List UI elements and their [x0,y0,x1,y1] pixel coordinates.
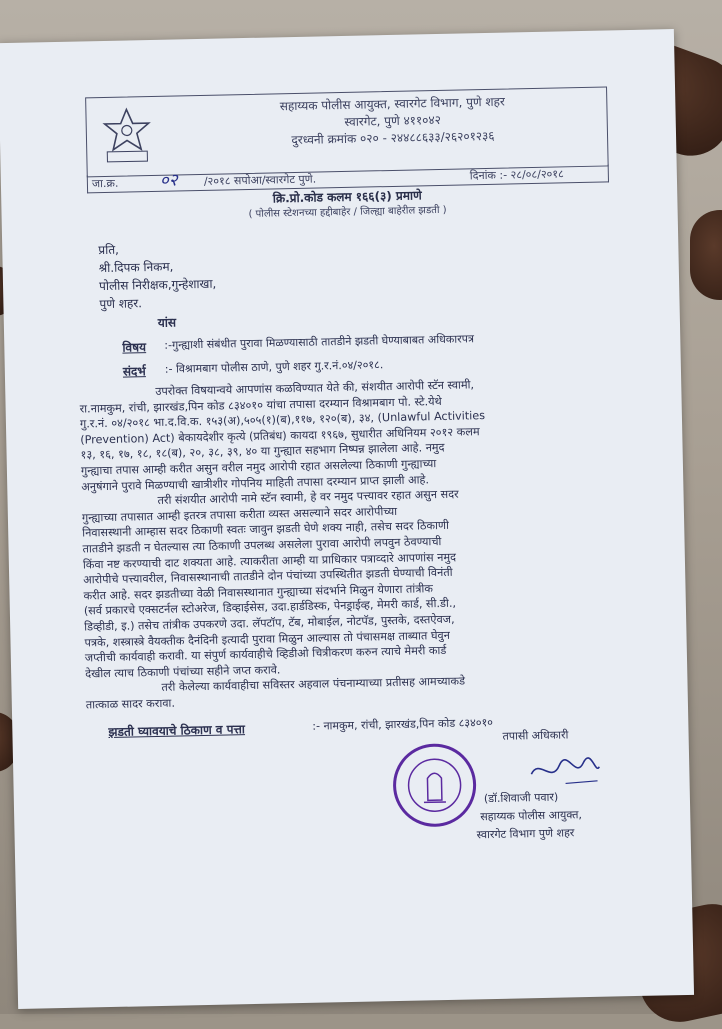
ref-label: जा.क्र. [92,176,119,192]
police-emblem-logo [90,103,163,170]
place-label: झडती घ्यावयाचे ठिकाण व पत्ता [108,720,245,740]
body-line: गुन्ह्याच्या तपासात आम्ही इतरत्र तपासा करीता व्यस्त असल्याने सदर आरोपीच्या [82,499,630,525]
body-line: उपरोक्त विषयान्वये आपणांस कळविण्यात येते की, संशयीत आरोपी स्टॅन स्वामी, [155,374,627,399]
body-line: किंवा नष्ट करण्याची दाट शक्यता आहे. त्याकरीता आम्ही या प्राधिकार पत्राव्दारे आपणांस नमुद [83,546,631,572]
hand-right [690,210,722,300]
body-line: गु.र.नं. ०४/२०१८ भा.द.वि.क. १५३(अ),५०५(१)(ब),११७, १२०(ब), ३४, (Unlawful Activities [80,405,628,431]
to-post: पोलीस निरीक्षक,गुन्हेशाखा, [99,275,217,294]
body-line: डिव्हीडी, इ.) तसेच तांत्रीक उपकरणे उदा. लॅपटॉप, टॅब, मोबाईल, नोटपॅड, पुस्तके, दस्तऐवज, [84,608,632,634]
body-line: रा.नामकुम, रांची, झारखंड,पिन कोड ८३४०१० यांचा तपासा दरम्यान विश्रामबाग पो. स्टे.येथे [79,390,627,416]
body-line: (Prevention) Act) बेकायदेशीर कृत्ये (प्रतिबंध) कायदा १९६७, सुधारीत अधिनियम २०१२ कलम [80,421,628,447]
body-line: गुन्ह्याचा तपास आम्ही करीत असुन वरील नमुद आरोपी रहात असलेल्या ठिकाणी गुन्ह्याच्या [81,452,629,478]
office-phone-line: दुरध्वनी क्रमांक ०२० - २४४८८६३३/२६२०१२३६ [183,126,603,152]
body-line: आरोपीचे पत्त्यावरील, निवासस्थानाची तातडीने दोन पंचांच्या उपस्थितीत झडती घेण्याची विनंती [83,561,631,587]
letter-date: दिनांक :- २८/०८/२०१८ [470,166,564,183]
body-line: तात्काळ सादर करावा. [86,686,634,712]
signatory-name: (डॉ.शिवाजी पवार) [484,790,559,807]
body-line: करीत आहे. सदर झडतीच्या वेळी निवासस्थानात गुन्ह्याच्या संदर्भाने मिळुन येणारा तांत्रीक [83,577,631,603]
to-yans: यांस [158,314,177,331]
signatory-title: सहाय्यक पोलीस आयुक्त, [480,807,582,824]
body-line: अनुषंगाने पुरावे मिळण्याची खात्रीशीर गोपनिय माहिती तपासा दरम्यान प्राप्त झाली आहे. [81,468,629,494]
body-line: तरी केलेल्या कार्यवाहीचा सविस्तर अहवाल पंचनाम्याच्या प्रतीसह आमच्याकडे [161,670,633,695]
signatory-office: स्वारगेट विभाग पुणे शहर [476,825,574,842]
letter-page [0,29,694,1009]
body-line: (सर्व प्रकारचे एक्सटर्नल स्टोअरेज, डिव्हाईसेस, उदा.हार्डडिस्क, पेनड्राईव्ह, मेमरी कार्ड, सी.डी., [84,592,632,618]
section-subtitle: ( पोलीस स्टेशनच्या हद्दीबाहेर / जिल्ह्या बाहेरील झडती ) [87,198,607,223]
body-line: तातडीने झडती न घेतल्यास त्या ठिकाणी उपलब्ध असलेला पुरावा आरोपी लपवुन ठेवण्याची [82,530,630,556]
body-line: जप्तीची कार्यवाही करावी. या संपुर्ण कार्यवाहीचे व्हिडीओ चित्रीकरण करुन त्याचे मेमरी कार्ड [85,639,633,665]
body-line: पत्रके, शस्त्रास्त्रे वैयक्तीक दैनंदिनी इत्यादी पुरावा मिळुन आल्यास तो पंचासमक्ष ताब्यात घेवुन [84,624,632,650]
reference-text: :- विश्रामबाग पोलीस ठाणे, पुणे शहर गु.र.नं.०४/२०१८. [165,357,384,377]
office-address-line: स्वारगेट, पुणे ४११०४२ [183,109,603,135]
subject-label: विषय [122,338,146,355]
body-line: देखील त्याच ठिकाणी पंचांच्या सहीने जप्त करावे. [85,655,633,681]
ref-suffix: /२०१८ सपोआ/स्वारगेट पुणे. [204,172,317,189]
body-line: १३, १६, १७, १८, १८(ब), २०, ३८, ३९, ४० या गुन्ह्यात सहभाग निष्पन्न झालेला आहे. नमुद [80,436,628,462]
reference-label: संदर्भ [123,362,146,379]
subject-text: :-गुन्ह्याशी संबंधीत पुरावा मिळण्यासाठी तातडीने झडती घेण्याबाबत अधिकारपत्र [164,331,474,352]
body-line: निवासस्थानी आम्हास सदर ठिकाणी स्वतः जावुन झडती घेणे शक्य नाही, तसेच सदर ठिकाणी [82,514,630,540]
official-seal-stamp [391,741,479,829]
section-title: क्रि.प्रो.कोड कलम १६६(३) प्रमाणे [87,182,607,210]
to-name: श्री.दिपक निकम, [99,258,174,277]
signature [525,753,604,793]
ref-number-handwritten: ०२ [160,167,178,190]
office-name-line: सहाय्यक पोलीस आयुक्त, स्वारगेट विभाग, पुणे शहर [182,92,602,118]
to-label: प्रति, [98,241,119,258]
signatory-role: तपासी अधिकारी [502,727,568,743]
place-text: :- नामकुम, रांची, झारखंड,पिन कोड ८३४०१० [312,715,493,734]
body-line: तरी संशयीत आरोपी नामे स्टॅन स्वामी, हे वर नमुद पत्त्यावर रहात असुन सदर [157,483,629,508]
to-city: पुणे शहर. [99,294,142,312]
letterhead-box [85,86,609,177]
